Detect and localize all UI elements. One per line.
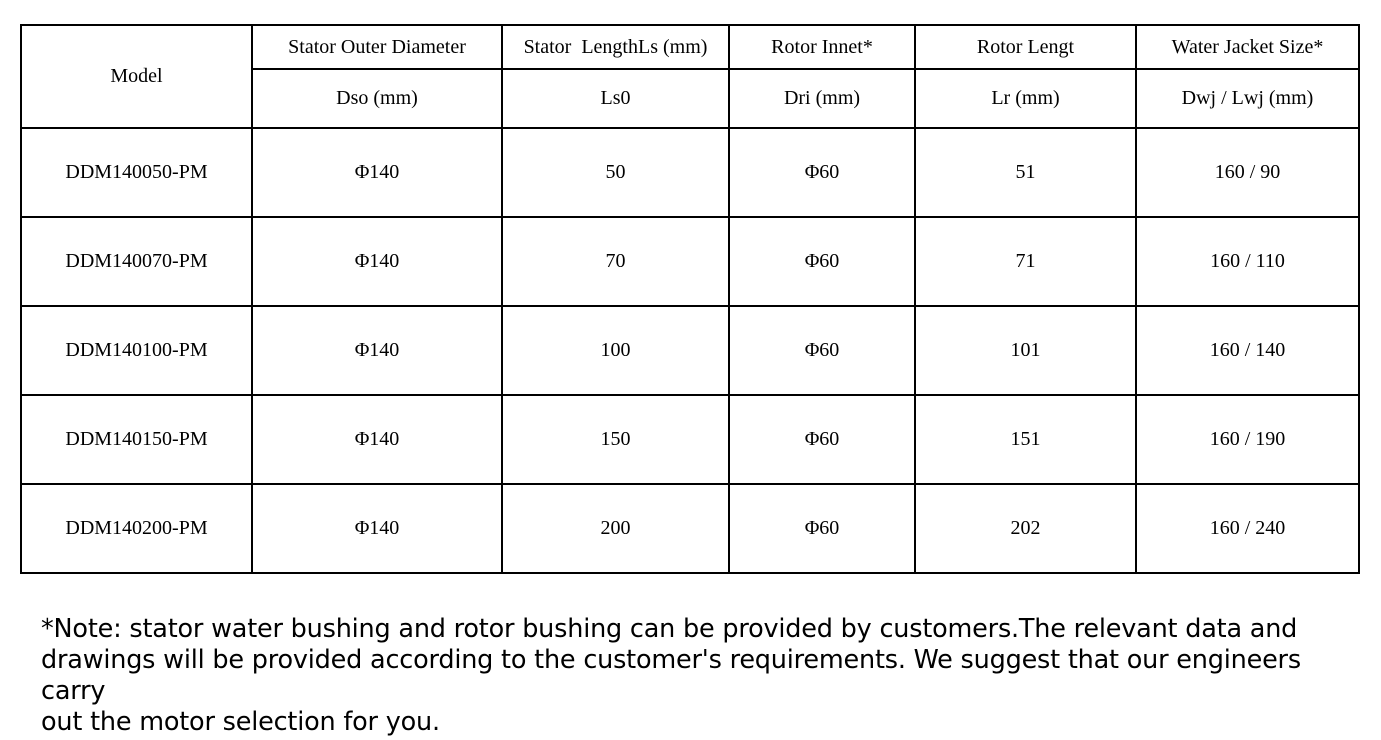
subheader-dwj-lwj: Dwj / Lwj (mm) — [1136, 69, 1359, 128]
cell-stator-outer-diameter: Φ140 — [252, 395, 502, 484]
cell-water-jacket-size: 160 / 90 — [1136, 128, 1359, 217]
cell-model: DDM140070-PM — [21, 217, 252, 306]
cell-model: DDM140150-PM — [21, 395, 252, 484]
note-line: drawings will be provided according to the customer's requirements. We suggest that our engineers carry — [41, 645, 1301, 706]
table-row — [21, 395, 1359, 484]
subheader-dri: Dri (mm) — [729, 69, 915, 128]
cell-rotor-length: 71 — [915, 217, 1136, 306]
note-line: *Note: stator water bushing and rotor bushing can be provided by customers.The relevant data and — [41, 614, 1298, 644]
cell-rotor-inner: Φ60 — [729, 395, 915, 484]
cell-model: DDM140050-PM — [21, 128, 252, 217]
subheader-ls0: Ls0 — [502, 69, 729, 128]
header-model: Model — [21, 25, 252, 128]
cell-stator-outer-diameter: Φ140 — [252, 217, 502, 306]
header-stator-length: Stator LengthLs (mm) — [502, 25, 729, 69]
table-row — [21, 484, 1359, 573]
subheader-lr: Lr (mm) — [915, 69, 1136, 128]
cell-stator-length: 200 — [502, 484, 729, 573]
cell-stator-outer-diameter: Φ140 — [252, 306, 502, 395]
cell-stator-length: 100 — [502, 306, 729, 395]
table-row — [21, 217, 1359, 306]
cell-rotor-inner: Φ60 — [729, 128, 915, 217]
header-stator-outer-diameter: Stator Outer Diameter — [252, 25, 502, 69]
cell-stator-length: 150 — [502, 395, 729, 484]
cell-water-jacket-size: 160 / 110 — [1136, 217, 1359, 306]
header-rotor-inner: Rotor Innet* — [729, 25, 915, 69]
table-row — [21, 128, 1359, 217]
subheader-dso: Dso (mm) — [252, 69, 502, 128]
cell-model: DDM140200-PM — [21, 484, 252, 573]
cell-water-jacket-size: 160 / 140 — [1136, 306, 1359, 395]
cell-water-jacket-size: 160 / 190 — [1136, 395, 1359, 484]
cell-rotor-inner: Φ60 — [729, 217, 915, 306]
header-rotor-length: Rotor Lengt — [915, 25, 1136, 69]
cell-water-jacket-size: 160 / 240 — [1136, 484, 1359, 573]
table-row — [21, 306, 1359, 395]
cell-stator-length: 70 — [502, 217, 729, 306]
cell-rotor-length: 151 — [915, 395, 1136, 484]
header-water-jacket-size: Water Jacket Size* — [1136, 25, 1359, 69]
cell-rotor-inner: Φ60 — [729, 484, 915, 573]
cell-stator-length: 50 — [502, 128, 729, 217]
motor-spec-table — [20, 24, 1360, 574]
header-row-top — [21, 25, 1359, 69]
cell-rotor-length: 101 — [915, 306, 1136, 395]
cell-stator-outer-diameter: Φ140 — [252, 484, 502, 573]
cell-rotor-length: 51 — [915, 128, 1136, 217]
cell-rotor-inner: Φ60 — [729, 306, 915, 395]
note-line: out the motor selection for you. — [41, 707, 440, 737]
cell-model: DDM140100-PM — [21, 306, 252, 395]
cell-rotor-length: 202 — [915, 484, 1136, 573]
cell-stator-outer-diameter: Φ140 — [252, 128, 502, 217]
note-paragraph — [41, 614, 1366, 738]
